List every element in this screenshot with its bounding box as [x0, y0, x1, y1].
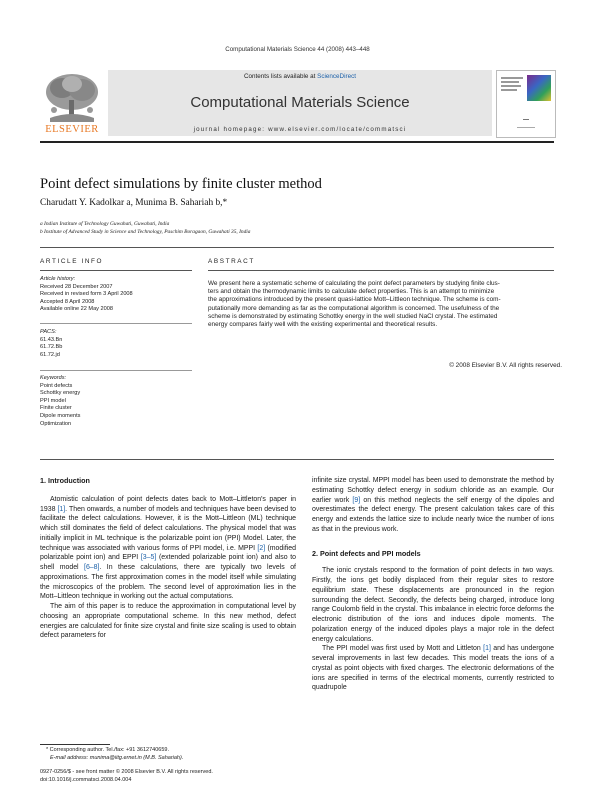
contents-prefix: Contents lists available at — [243, 73, 316, 80]
intro-paragraph-continued: infinite size crystal. MPPI model has been used to demonstrate the method by estimating Schottky defect energy in sodium chloride as an example. Our earlier work [9] on this method neglects the self energy of the dipoles and overestimates the defect energy. The present calculation takes care of this energy and extends the lattice size to include nearly twice the number of ions as that in the previous work. — [312, 477, 554, 533]
abstract-heading: ABSTRACT — [208, 258, 255, 265]
divider — [40, 370, 192, 371]
citation-link[interactable]: [3–5] — [140, 554, 157, 562]
affiliation-b: b Institute of Advanced Study in Science and Technology, Paschim Boragaon, Guwahati 35, India — [40, 229, 251, 235]
history-item: Received 28 December 2007 — [40, 283, 113, 290]
doi-line[interactable]: doi:10.1016/j.commatsci.2008.04.004 — [40, 777, 132, 783]
citation-link[interactable]: [1] — [483, 645, 491, 653]
divider — [40, 270, 192, 271]
author-list: Charudatt Y. Kadolkar a, Munima B. Sahariah b,* — [40, 198, 228, 208]
keyword: Point defects — [40, 382, 73, 389]
contents-line — [108, 73, 492, 80]
sciencedirect-link[interactable]: ScienceDirect — [317, 73, 356, 80]
left-column — [40, 476, 296, 641]
copyright-line: © 2008 Elsevier B.V. All rights reserved. — [449, 362, 562, 369]
history-label: Article history: — [40, 276, 76, 282]
abstract-line: energy compares fairly well with the existing experimental and theoretical results. — [208, 321, 438, 329]
affiliation-a: a Indian Institute of Technology Guwahati, Guwahati, India — [40, 221, 170, 227]
history-item: Available online 22 May 2008 — [40, 306, 113, 313]
right-column — [312, 476, 554, 693]
citation-link[interactable]: [2] — [257, 544, 266, 552]
pacs-item: 61.72.Bb — [40, 344, 63, 351]
abstract-line: ters and obtain the thermodynamic limits to calculate defect properties. This is an attempt to minimize — [208, 288, 495, 296]
publisher-name: ELSEVIER — [45, 124, 99, 135]
divider — [40, 323, 192, 324]
footnote-rule — [40, 744, 110, 745]
corresponding-author-note: * Corresponding author. Tel./fax: +91 3612740659. — [46, 747, 169, 753]
article-info-heading: ARTICLE INFO — [40, 258, 104, 265]
pacs-item: 61.43.Bn — [40, 336, 63, 343]
journal-header — [108, 70, 492, 136]
citation-link[interactable]: [9] — [352, 496, 361, 504]
section-title-introduction: 1. Introduction — [40, 476, 90, 485]
journal-title: Computational Materials Science — [190, 94, 410, 111]
section2-paragraph-1: The ionic crystals respond to the formation of point defects in two ways. Firstly, the ions get bodily displaced from their regular sites to restore equilibrium state. These displacements are pronounced in the region surrounding the defect. Secondly, the defects being charged, introduce long range Coulomb field in the crystal. This imbalance in electric force deforms the electronic distribution of the ions and induces dipole moments. The polarization energy of the induced dipoles plays a major role in the defect energy calculations. — [312, 567, 554, 643]
keyword: Schottky energy — [40, 390, 81, 397]
history-item: Received in revised form 3 April 2008 — [40, 291, 133, 298]
abstract-line: scheme is demonstrated by estimating Schottky energy in the well studied NaCl crystal. The estimated — [208, 312, 498, 320]
header-rule — [40, 141, 554, 143]
elsevier-logo — [40, 70, 104, 136]
abstract-line: putationally more demanding as far as the computational algorithm is concerned. The usefulness of the — [208, 304, 500, 312]
intro-paragraph-2: The aim of this paper is to reduce the approximation in computational level by choosing an appropriate computational scheme. In this new method, defect energies are calculated for finite size crystal and finite size scaling is used to obtain defect parameters for — [40, 603, 296, 640]
article-history — [40, 276, 190, 314]
article-title: Point defect simulations by finite cluster method — [40, 176, 322, 192]
abstract-line: We present here a systematic scheme of calculating the point defect parameters by studying finite clus- — [208, 280, 500, 287]
intro-paragraph-1: Atomistic calculation of point defects dates back to Mott–Littleton's paper in 1938 [1]. Then onwards, a number of models and techniques have been devised to facilitate the defect calculations. However, it is the Mott–Littleon (ML) technique which still dominates the field of defect calculations. The physical model that was initially implicit in ML technique is the polarizable point ion (PPI) Model. Later, the technique was associated with various forms of PPI model, i.e. MPPI [2] (modified polarizable point ion) and EPPI [3–5] (extended polarizable point ion) and also to shell model [6–8]. In these calculations, there are typically two levels of approximations. The first approximation comes in the model itself while simulating the microscopics of the problem. The second level of approximation lies in the Mott–Littleon technique in working out the actual computations. — [40, 495, 296, 601]
journal-homepage[interactable]: journal homepage: www.elsevier.com/locate/commatsci — [193, 126, 407, 133]
abstract-line: the approximations introduced by the present quasi-lattice Mott–Littleon technique. The scheme is com- — [208, 296, 501, 304]
keyword: PPI model — [40, 397, 66, 404]
email-note: E-mail address: munima@iitg.ernet.in (M.B. Sahariah). — [50, 755, 184, 761]
citation-link[interactable]: [6–8] — [84, 564, 100, 571]
citation-link[interactable]: [1] — [57, 505, 66, 513]
divider — [208, 270, 554, 271]
journal-reference: Computational Materials Science 44 (2008) 443–448 — [225, 46, 370, 53]
keywords-block — [40, 375, 190, 428]
keyword: Optimization — [40, 420, 72, 427]
abstract-body — [208, 280, 554, 329]
history-item: Accepted 8 April 2008 — [40, 298, 95, 305]
journal-cover-thumbnail — [496, 70, 556, 138]
pacs-item: 61.72.jd — [40, 351, 60, 358]
issn-line: 0927-0256/$ - see front matter © 2008 Elsevier B.V. All rights reserved. — [40, 769, 213, 775]
keyword: Finite cluster — [40, 405, 72, 412]
divider — [40, 459, 554, 460]
section2-paragraph-2: The PPI model was first used by Mott and Littleton [1] and has undergone several improvements in last few decades. This model treats the ions of a crystal as point objects with fixed charges. The electronic deformations of the ions are specified in terms of the electrical moments, currently restricted to quadrupole — [312, 645, 554, 692]
pacs-label: PACS: — [40, 329, 57, 335]
pacs-block — [40, 329, 190, 359]
keywords-label: Keywords: — [40, 375, 67, 381]
divider — [40, 247, 554, 248]
keyword: Dipole moments — [40, 412, 81, 419]
section-title-point-defects: 2. Point defects and PPI models — [312, 548, 421, 558]
